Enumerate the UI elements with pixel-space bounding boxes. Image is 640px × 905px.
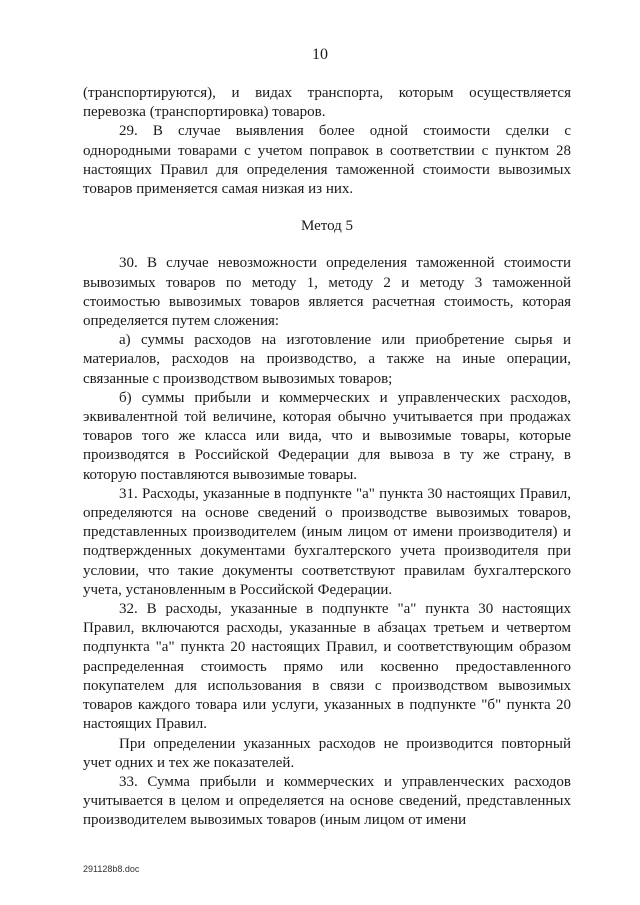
paragraph-32-note: При определении указанных расходов не производится повторный учет одних и тех же показателей. xyxy=(83,735,571,771)
paragraph-continuation: (транспортируются), и видах транспорта, которым осуществляется перевозка (транспортировка) товаров. xyxy=(83,85,571,121)
paragraph-32: 32. В расходы, указанные в подпункте "а" пункта 30 настоящих Правил, включаются расходы, указанные в абзацах третьем и четвертом подпункта "а" пункта 20 настоящих Правил, и соответствующим образом распределенная стоимость прямо или косвенно предоставленного покупателем для использования в связи с производством вывозимых товаров каждого товара или услуги, указанных в подпункте "б" пункта 20 настоящих Правил. xyxy=(83,601,571,733)
paragraph-33: 33. Сумма прибыли и коммерческих и управленческих расходов учитывается в целом и определяется на основе сведений, представленных производителем вывозимых товаров (иным лицом от имени xyxy=(83,773,571,829)
footer-file-name: 291128b8.doc xyxy=(83,864,140,874)
paragraph-30-b: б) суммы прибыли и коммерческих и управленческих расходов, эквивалентной той величине, которая обычно учитывается при продажах товаров того же класса или вида, что и вывозимые товары, которые производятся в Российской Федерации для вывоза в ту же страну, в которую поставляются вывозимые товары. xyxy=(83,389,571,483)
page-number: 10 xyxy=(312,46,328,63)
paragraph-30-a: а) суммы расходов на изготовление или приобретение сырья и материалов, расходов на производство, а также на иные операции, связанные с производством вывозимых товаров; xyxy=(83,332,571,387)
section-heading-method-5: Метод 5 xyxy=(300,218,354,235)
document-body xyxy=(83,84,571,831)
paragraph-30: 30. В случае невозможности определения таможенной стоимости вывозимых товаров по методу 1, методу 2 и методу 3 таможенной стоимостью вывозимых товаров является расчетная стоимость, которая определяется путем сложения: xyxy=(83,255,571,330)
paragraph-29: 29. В случае выявления более одной стоимости сделки с однородными товарами с учетом поправок в соответствии с пунктом 28 настоящих Правил для определения таможенной стоимости вывозимых товаров применяется самая низкая из них. xyxy=(83,123,571,198)
paragraph-31: 31. Расходы, указанные в подпункте "а" пункта 30 настоящих Правил, определяются на основе сведений о производстве вывозимых товаров, представленных производителем (иным лицом от имени производителя) и подтвержденных документами бухгалтерского учета производителя при условии, что такие документы соответствуют правилам бухгалтерского учета, установленным в Российской Федерации. xyxy=(83,485,571,598)
